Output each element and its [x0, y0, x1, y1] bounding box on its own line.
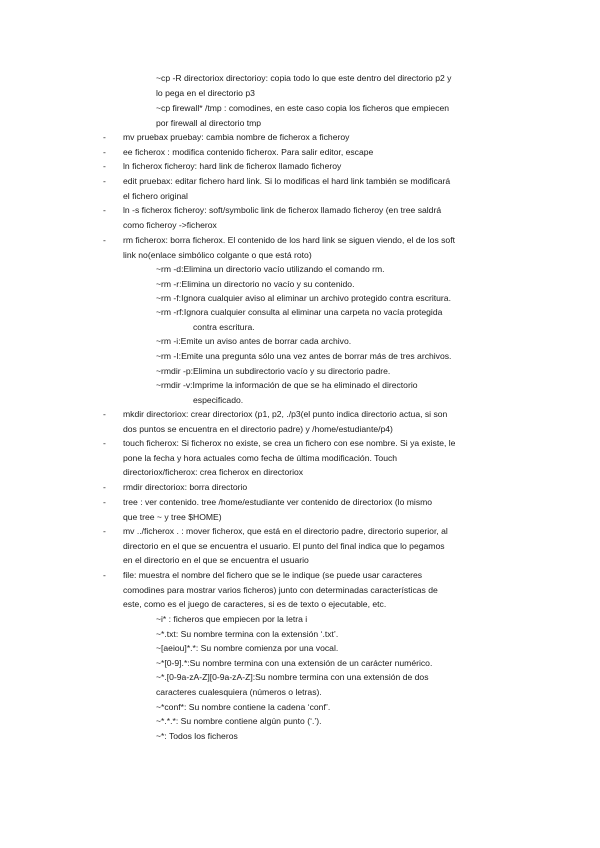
bullet-marker: - [103, 438, 106, 448]
text-line: ee ficherox : modifica contenido ficherox. Para salir editor, escape [123, 147, 374, 157]
bullet-marker: - [103, 497, 106, 507]
text-line: ~*.txt: Su nombre termina con la extensión ‘.txt’. [156, 629, 339, 639]
sub-item-glob-conf [156, 700, 526, 715]
sub-item-rm-i [156, 334, 526, 349]
sub-item-glob-digit [156, 656, 526, 671]
text-line: ~rm -d:Elimina un directorio vacío utilizando el comando rm. [156, 264, 385, 274]
text-line: ~*.*.*: Su nombre contiene algún punto (‘.’). [156, 716, 322, 726]
sub-item-rm-d [156, 262, 526, 277]
text-line: edit pruebax: editar fichero hard link. Si lo modificas el hard link también se modificará [123, 176, 451, 186]
text-line: ~rmdir -p:Elimina un subdirectorio vacío y su directorio padre. [156, 366, 391, 376]
text-line: directorio en el que se encuentra el usuario. El punto del final indica que lo pegamos [123, 540, 445, 551]
text-line: ~rm -I:Emite una pregunta sólo una vez antes de borrar más de tres archivos. [156, 351, 452, 361]
text-line: que tree ~ y tree $HOME) [123, 511, 222, 522]
text-line: link no(enlace simbólico colgante o que está roto) [123, 249, 312, 260]
bullet-marker: - [103, 235, 106, 245]
text-line: rmdir directoriox: borra directorio [123, 482, 248, 492]
sub-item-glob-i [156, 612, 526, 627]
text-line: tree : ver contenido. tree /home/estudiante ver contenido de directoriox (lo mismo [123, 497, 433, 507]
text-line: ~*: Todos los ficheros [156, 731, 238, 741]
bullet-marker: - [103, 570, 106, 580]
text-line: este, como es el juego de caracteres, si es de texto o ejecutable, etc. [123, 599, 387, 610]
text-line: ~i* : ficheros que empiecen por la letra i [156, 614, 308, 624]
text-line: ~*conf*: Su nombre contiene la cadena ‘conf’. [156, 702, 331, 712]
sub-item-glob-two-chars [156, 670, 526, 699]
text-line: ln -s ficherox ficheroy: soft/symbolic link de ficherox llamado ficheroy (en tree saldrá [123, 205, 442, 215]
text-line: ln ficherox ficheroy: hard link de ficherox llamado ficheroy [123, 161, 342, 171]
bullet-marker: - [103, 161, 106, 171]
text-line: ~rm -i:Emite un aviso antes de borrar cada archivo. [156, 336, 352, 346]
example-cp-r [156, 71, 526, 100]
text-line: ~rm -r:Elimina un directorio no vacío y su contenido. [156, 279, 355, 289]
sub-item-rm-I [156, 349, 526, 364]
text-line: en el directorio en el que se encuentra el usuario [123, 555, 309, 566]
text-line: ~*[0-9].*:Su nombre termina con una extensión de un carácter numérico. [156, 658, 433, 668]
bullet-marker: - [103, 526, 106, 536]
bullet-marker: - [103, 409, 106, 419]
text-line: ~*.[0-9a-zA-Z][0-9a-zA-Z]:Su nombre termina con una extensión de dos [156, 672, 429, 682]
sub-item-rm-f [156, 291, 526, 306]
text-line: el fichero original [123, 190, 188, 201]
bullet-marker: - [103, 147, 106, 157]
text-line: pone la fecha y hora actuales como fecha de última modificación. Touch [123, 452, 398, 463]
text-line: ~rmdir -v:Imprime la información de que se ha eliminado el directorio [156, 380, 418, 390]
text-line: ~rm -rf:Ignora cualquier consulta al eliminar una carpeta no vacía protegida [156, 307, 443, 317]
text-line: ~cp -R directoriox directorioy: copia todo lo que este dentro del directorio p2 y [156, 73, 452, 83]
text-line: como ficheroy ->ficherox [123, 219, 217, 230]
sub-item-rmdir-p [156, 364, 526, 379]
text-line: especificado. [193, 394, 244, 405]
example-cp-wildcard [156, 101, 526, 130]
sub-item-glob-txt [156, 627, 526, 642]
text-line: directoriox/ficherox: crea ficherox en directoriox [123, 467, 304, 478]
text-line: ~cp firewall* /tmp : comodines, en este caso copia los ficheros que empiecen [156, 103, 450, 113]
text-line: ~[aeiou]*.*: Su nombre comienza por una vocal. [156, 643, 339, 653]
text-line: por firewall al directorio tmp [156, 117, 262, 128]
text-line: lo pega en el directorio p3 [156, 87, 255, 98]
text-line: caracteres cualesquiera (números o letras). [156, 686, 322, 697]
text-line: dos puntos se encuentra en el directorio padre) y /home/estudiante/p4) [123, 423, 393, 434]
text-line: rm ficherox: borra ficherox. El contenido de los hard link se siguen viendo, el de los soft [123, 235, 455, 245]
sub-item-rm-rf [156, 305, 526, 334]
bullet-marker: - [103, 132, 106, 142]
sub-item-glob-all [156, 729, 526, 744]
sub-item-glob-dot [156, 714, 526, 729]
text-line: ~rm -f:Ignora cualquier aviso al eliminar un archivo protegido contra escritura. [156, 293, 451, 303]
text-line: touch ficherox: Si ficherox no existe, se crea un fichero con ese nombre. Si ya existe, le [123, 438, 456, 448]
bullet-marker: - [103, 482, 106, 492]
text-line: mv ../ficherox . : mover ficherox, que está en el directorio padre, directorio superior, al [123, 526, 448, 536]
text-line: file: muestra el nombre del fichero que se le indique (se puede usar caracteres [123, 570, 423, 580]
bullet-marker: - [103, 176, 106, 186]
text-line: mkdir directoriox: crear directoriox (p1, p2, ./p3(el punto indica directorio actua, si son [123, 409, 448, 419]
text-line: comodines para mostrar varios ficheros) junto con determinadas características de [123, 584, 438, 595]
text-line: contra escritura. [193, 321, 255, 332]
bullet-marker: - [103, 205, 106, 215]
sub-item-rmdir-v [156, 378, 526, 407]
sub-item-glob-vowel [156, 641, 526, 656]
text-line: mv pruebax pruebay: cambia nombre de ficherox a ficheroy [123, 132, 350, 142]
sub-item-rm-r [156, 277, 526, 292]
